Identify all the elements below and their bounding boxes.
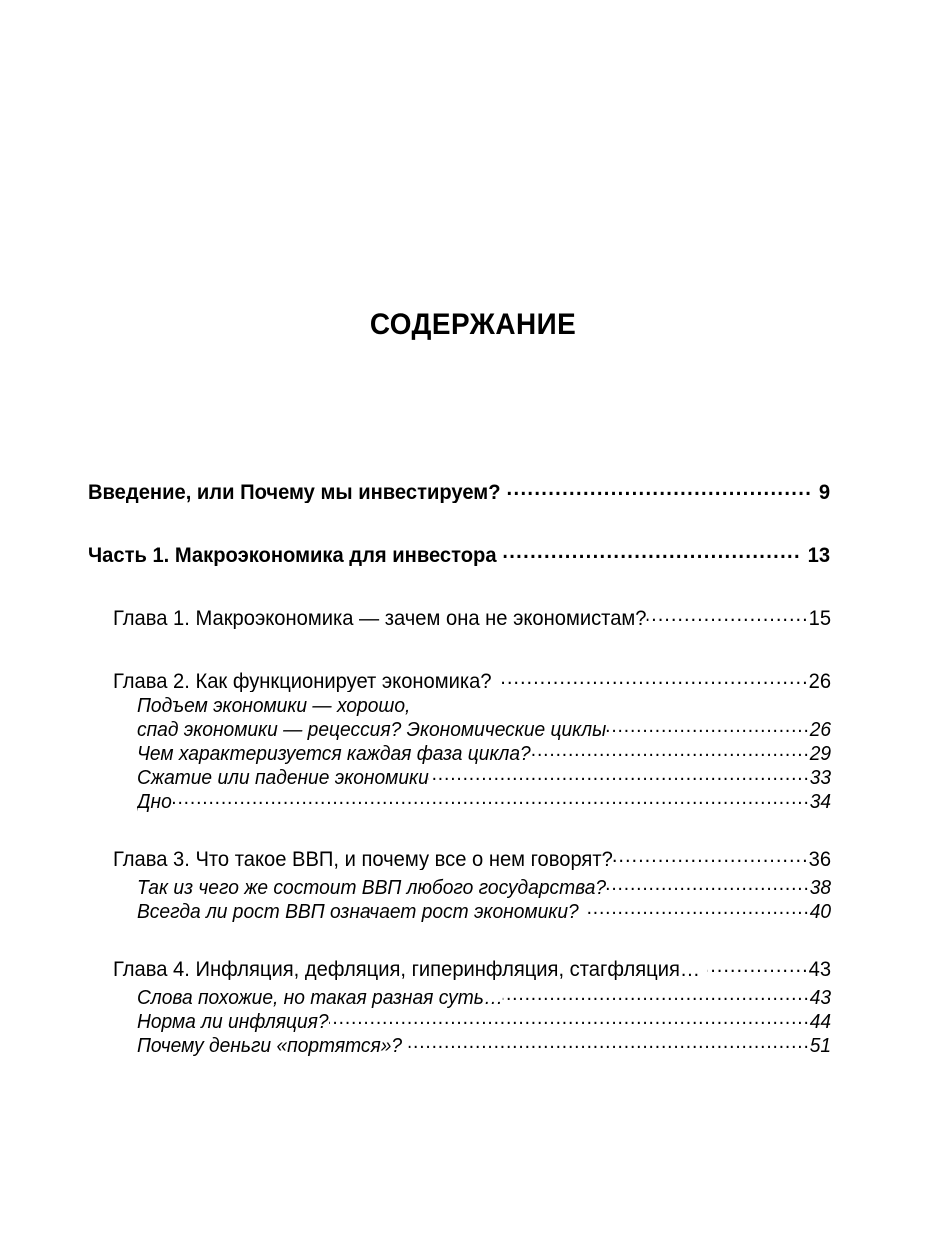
page-title: СОДЕРЖАНИЕ [369, 308, 577, 341]
toc-entry-text: Глава 3. Что такое ВВП, и почему все о нем говорят? [113, 849, 613, 870]
toc-entry-text: Глава 1. Макроэкономика — зачем она не экономистам? [113, 608, 647, 629]
dot-leader [531, 740, 810, 760]
toc-entry-page: 34 [809, 791, 832, 813]
toc-entry-text: Часть 1. Макроэкономика для инвестора [88, 545, 497, 566]
toc-entry-page: 13 [807, 544, 831, 567]
toc-entry-text: Подъем экономики — хорошо, [137, 696, 411, 716]
toc-entry-page: 38 [809, 877, 832, 899]
spacer [88, 566, 830, 604]
toc-entry-text: спад экономики — рецессия? Экономические циклы [137, 720, 607, 740]
toc-entry-sub-4-3[interactable] [137, 1032, 831, 1056]
spacer [88, 922, 830, 955]
toc-entry-text: Чем характеризуется каждая фаза цикла? [137, 744, 531, 764]
toc-entry-chapter-3[interactable] [113, 845, 831, 870]
toc-entry-sub-2-1-line2[interactable] [137, 716, 831, 740]
toc-entry-page: 43 [808, 958, 832, 981]
toc-entry-page: 36 [808, 848, 832, 871]
toc-entry-part-1[interactable] [88, 541, 830, 566]
dot-leader [329, 1008, 810, 1028]
toc-entry-list [88, 478, 830, 1056]
toc-entry-sub-4-2[interactable] [137, 1008, 831, 1032]
toc-entry-page: 26 [808, 670, 832, 693]
dot-leader [585, 898, 809, 918]
toc-entry-page: 29 [809, 743, 832, 765]
dot-leader [503, 984, 810, 1004]
dot-leader [409, 1032, 810, 1052]
toc-entry-page: 51 [809, 1035, 832, 1057]
toc-entry-text: Слова похожие, но такая разная суть… [137, 988, 504, 1008]
spacer [88, 812, 830, 845]
toc-entry-sub-2-3[interactable] [137, 764, 831, 788]
dot-leader [507, 478, 812, 499]
toc-entry-text: Сжатие или падение экономики [137, 768, 429, 788]
toc-entry-chapter-4[interactable] [113, 955, 831, 980]
spacer [88, 503, 830, 541]
dot-leader [613, 845, 809, 866]
toc-entry-page: 26 [809, 719, 832, 741]
toc-entry-text: Норма ли инфляция? [137, 1012, 329, 1032]
toc-entry-text: Введение, или Почему мы инвестируем? [88, 482, 501, 503]
toc-entry-text: Всегда ли рост ВВП означает рост экономики? [137, 902, 579, 922]
toc-entry-page: 40 [809, 901, 832, 923]
dot-leader [606, 874, 810, 894]
toc-entry-page: 44 [809, 1011, 832, 1033]
toc-entry-sub-4-1[interactable] [137, 984, 831, 1008]
toc-entry-sub-2-2[interactable] [137, 740, 831, 764]
toc-entry-text: Так из чего же состоит ВВП любого государства? [137, 878, 607, 898]
toc-entry-page: 43 [809, 987, 832, 1009]
toc-entry-text: Почему деньги «портятся»? [137, 1036, 403, 1056]
spacer [88, 629, 830, 667]
toc-entry-text: Дно [137, 792, 172, 812]
dot-leader [606, 716, 810, 736]
toc-entry-text: Глава 2. Как функционирует экономика? [113, 671, 492, 692]
toc-entry-sub-3-1[interactable] [137, 874, 831, 898]
dot-leader [503, 541, 801, 562]
dot-leader [498, 667, 808, 688]
dot-leader [429, 764, 810, 784]
toc-entry-sub-2-1-line1[interactable] [137, 696, 831, 716]
toc-entry-page: 9 [818, 481, 831, 504]
toc-entry-chapter-1[interactable] [113, 604, 831, 629]
dot-leader [707, 955, 809, 976]
toc-entry-sub-2-4[interactable] [137, 788, 831, 812]
toc-entry-intro[interactable] [88, 478, 830, 503]
dot-leader [172, 788, 810, 808]
toc-entry-sub-3-2[interactable] [137, 898, 831, 922]
toc-entry-text: Глава 4. Инфляция, дефляция, гиперинфляция, стагфляция… [113, 959, 701, 980]
dot-leader [646, 604, 808, 625]
toc-entry-page: 33 [809, 767, 832, 789]
toc-entry-page: 15 [808, 607, 832, 630]
toc-entry-chapter-2[interactable] [113, 667, 831, 692]
